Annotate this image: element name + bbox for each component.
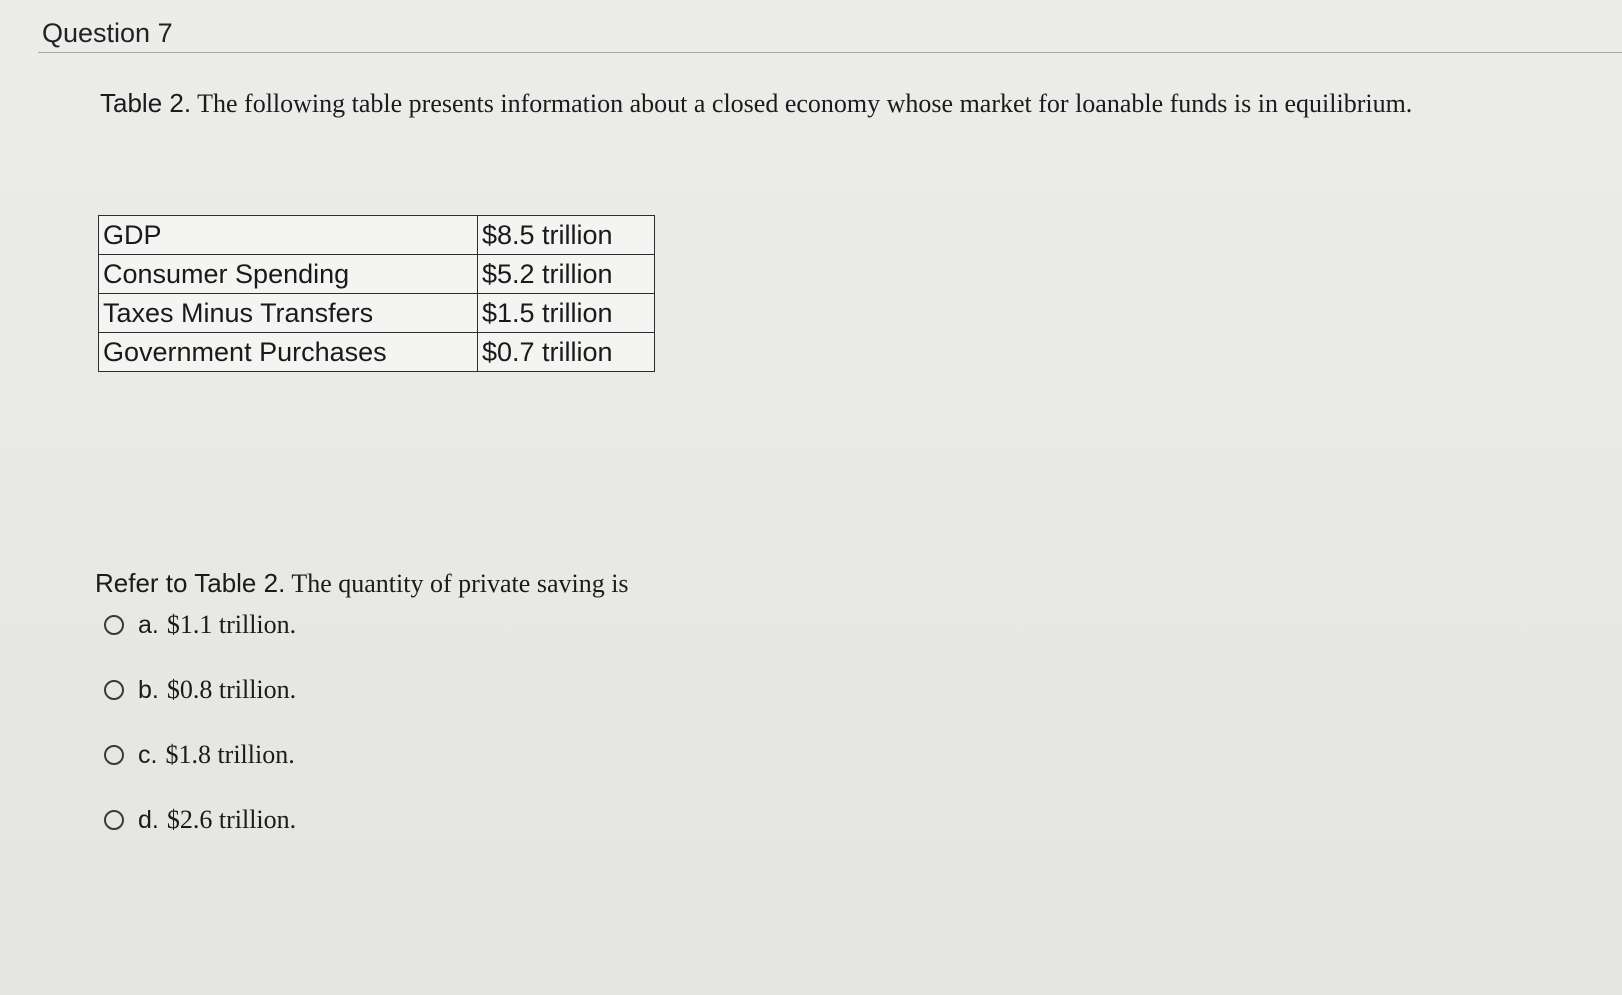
table-row	[99, 216, 655, 255]
prompt-table-reference: Refer to Table 2.	[95, 568, 286, 598]
question-prompt	[95, 568, 629, 599]
radio-button[interactable]	[104, 615, 124, 635]
row-label: Taxes Minus Transfers	[99, 294, 478, 333]
row-label: Government Purchases	[99, 333, 478, 372]
table-row	[99, 333, 655, 372]
option-d[interactable]	[104, 805, 296, 835]
row-value: $0.7 trillion	[478, 333, 655, 372]
radio-button[interactable]	[104, 745, 124, 765]
table-row	[99, 294, 655, 333]
option-b[interactable]	[104, 675, 296, 705]
data-table	[98, 215, 655, 372]
row-value: $8.5 trillion	[478, 216, 655, 255]
radio-button[interactable]	[104, 680, 124, 700]
prompt-text: The quantity of private saving is	[291, 569, 629, 598]
row-value: $1.5 trillion	[478, 294, 655, 333]
option-a[interactable]	[104, 610, 296, 640]
table-reference: Table 2.	[100, 88, 192, 118]
option-text: $1.8 trillion.	[165, 740, 295, 769]
question-header	[38, 14, 1622, 53]
option-letter: c.	[138, 740, 158, 769]
option-letter: b.	[138, 675, 159, 704]
table-intro-text: The following table presents information about a closed economy whose market for loanable funds is in equilibrium.	[197, 89, 1413, 118]
option-text: $0.8 trillion.	[166, 675, 297, 704]
table-intro	[100, 88, 1412, 119]
option-letter: a.	[138, 610, 159, 639]
radio-button[interactable]	[104, 810, 124, 830]
option-text: $1.1 trillion.	[166, 610, 297, 639]
row-value: $5.2 trillion	[478, 255, 655, 294]
option-c[interactable]	[104, 740, 295, 770]
table-row	[99, 255, 655, 294]
row-label: GDP	[99, 216, 478, 255]
row-label: Consumer Spending	[99, 255, 478, 294]
option-text: $2.6 trillion.	[166, 805, 297, 834]
option-letter: d.	[138, 805, 159, 834]
question-title: Question 7	[42, 18, 173, 48]
